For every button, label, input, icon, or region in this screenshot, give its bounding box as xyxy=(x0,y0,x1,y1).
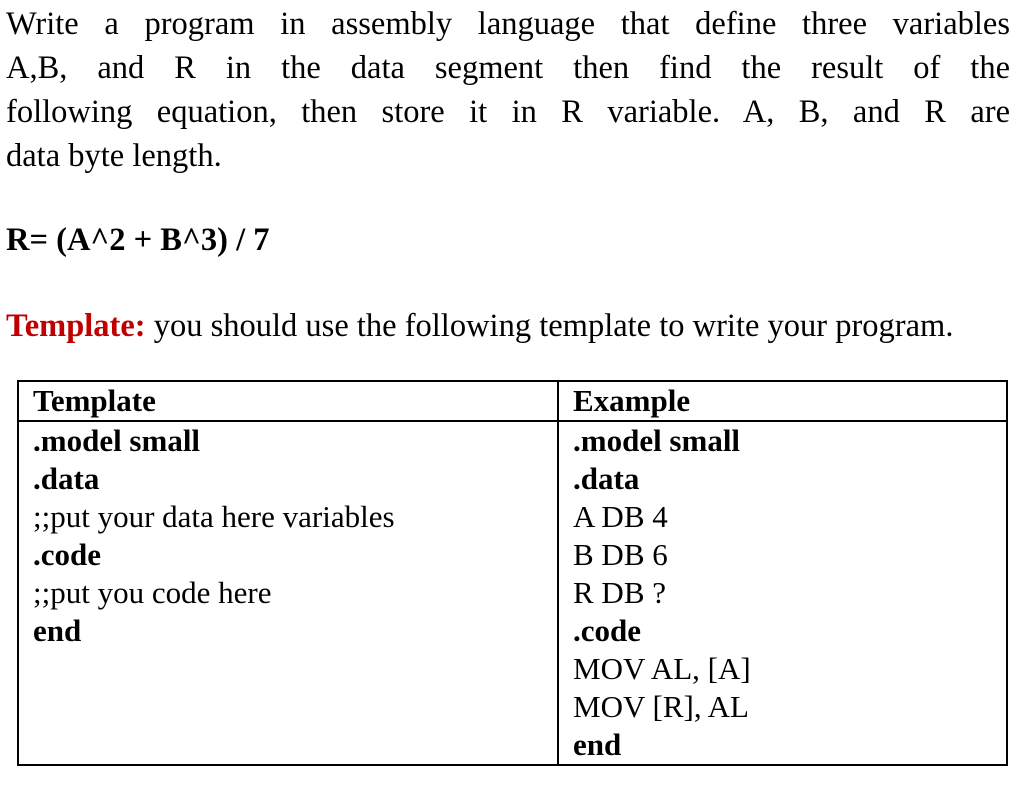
question-line: following equation, then store it in R variable. A, B, and R are xyxy=(6,94,1010,130)
template-code-line: .code xyxy=(33,537,102,572)
table-header-row xyxy=(18,381,1007,421)
question-line: data byte length. xyxy=(6,138,222,174)
example-code-line: .model small xyxy=(573,423,741,458)
template-instruction xyxy=(6,304,953,348)
example-code-line: R DB ? xyxy=(573,575,666,610)
example-code-line: B DB 6 xyxy=(573,537,668,572)
question-line: Write a program in assembly language that define three variables xyxy=(6,6,1010,42)
example-code-line: MOV AL, [A] xyxy=(573,651,751,686)
equation: R= (A^2 + B^3) / 7 xyxy=(6,222,270,258)
example-code-line: .data xyxy=(573,461,640,496)
template-code-line: .data xyxy=(33,461,100,496)
table-body-row xyxy=(18,421,1007,765)
template-label: Template: xyxy=(6,308,146,344)
template-code-line: ;;put your data here variables xyxy=(33,499,395,534)
example-code-line: A DB 4 xyxy=(573,499,668,534)
example-header: Example xyxy=(558,381,1007,421)
example-code-cell xyxy=(558,421,1007,765)
example-code-line: .code xyxy=(573,613,642,648)
template-instruction-text: you should use the following template to write your program. xyxy=(145,308,954,344)
template-code-line: ;;put you code here xyxy=(33,575,272,610)
template-code-line: .model small xyxy=(33,423,201,458)
question-line: A,B, and R in the data segment then find the result of the xyxy=(6,50,1010,86)
template-header: Template xyxy=(18,381,558,421)
template-code-cell xyxy=(18,421,558,765)
example-code-line: end xyxy=(573,727,622,762)
template-example-table xyxy=(17,380,1008,766)
question-paragraph xyxy=(6,2,1010,178)
template-code-line: end xyxy=(33,613,82,648)
example-code-line: MOV [R], AL xyxy=(573,689,749,724)
